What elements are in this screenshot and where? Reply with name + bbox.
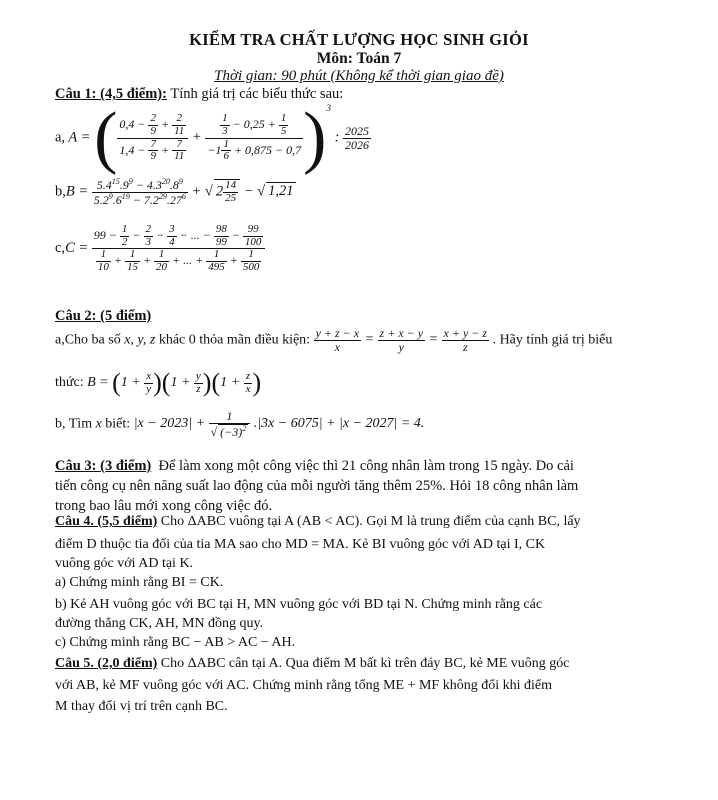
q2b-line: b, Tìm x biết: |x − 2023| + $\frac{1}{√ (-3)^2}$ .|3x − 6075| + |x − 2027| = 4. xyxy=(55,409,425,439)
q1-intro: Tính giá trị các biểu thức sau: xyxy=(170,86,344,102)
q2a-text2: khác 0 thỏa mãn điều kiện: xyxy=(158,332,311,348)
q2a-text: a,Cho ba số xyxy=(55,332,121,348)
q4-part-a: a) Chứng minh rằng BI = CK. xyxy=(55,575,224,590)
exam-duration: Thời gian: 90 phút (Không kể thời gian giao đề) xyxy=(214,68,504,84)
q4-part-b2: đường thẳng CK, AH, MN đồng quy. xyxy=(55,616,264,631)
q5-line1 xyxy=(55,656,570,672)
q4-text1: Cho ΔABC vuông tại A (AB < AC). Gọi M là trung điểm của cạnh BC, lấy xyxy=(160,514,581,529)
q4-part-c: c) Chứng minh rằng BC − AB > AC − AH. xyxy=(55,635,296,650)
q5-text1: Cho ΔABC cân tại A. Qua điểm M bất kì trên đáy BC, kẻ ME vuông góc xyxy=(160,656,570,671)
exam-title: KIỂM TRA CHẤT LƯỢNG HỌC SINH GIỎI xyxy=(189,30,529,49)
q1b-expression: b,B = $\frac{5.4^{15}.9^9 - 4.3^{20}.8^9}{5.2^9.6^{19} - 7.2^{29}.27^6}$ + √ 2 $\frac{14}{25}$ − √ 1,21 xyxy=(55,177,294,207)
q4-text2: điểm D thuộc tia đối của tia MA sao cho MD = MA. Kẻ BI vuông góc với AD tại I, CK xyxy=(55,537,546,552)
q2a-line2: thức: B = (1 + $\frac{x}{y}$ )(1 + $\frac{y}{z}$ )(1 + $\frac{z}{x}$ ) xyxy=(55,368,262,397)
q1c-expression: c,C = 99 − $\frac{1}{2}$ − $\frac{2}{3}$ − $\frac{3}{4}$ − ... − $\frac{98}{99}$ − $\frac{99}{100}$ $\frac{1}{10}$ + $\frac{1}{15}$ + $\frac{1}{20}$ + ... + $\frac{1}{495}$ + $\frac{1}{500}$ xyxy=(55,224,265,273)
q3-heading: Câu 3: (3 điểm) xyxy=(55,458,152,474)
q3-text3: trong bao lâu mới xong công việc đó. xyxy=(55,498,273,514)
q2a-line1: a,Cho ba số x, y, z khác 0 thỏa mãn điều kiện: $\frac{y + z - x}{x}$ = $\frac{z + x - y}{y}$ = $\frac{x + y - z}{z}$ . Hãy tính giá trị biểu xyxy=(55,326,613,354)
q2a-text3: . Hãy tính giá trị biểu xyxy=(492,332,613,348)
q2b-text: b, Tìm xyxy=(55,416,93,432)
q1-heading: Câu 1: (4,5 điểm): xyxy=(55,86,167,102)
q2-heading: Câu 2: (5 điểm) xyxy=(55,308,152,324)
q1c-label: c, xyxy=(55,239,66,256)
q4-part-b1: b) Kẻ AH vuông góc với BC tại H, MN vuông góc với BD tại N. Chứng minh rằng các xyxy=(55,597,543,612)
exam-subject: Môn: Toán 7 xyxy=(316,50,402,67)
q2b-text2: biết: xyxy=(105,416,131,432)
q1a-label: a, xyxy=(55,129,66,146)
q5-text3: M thay đổi vị trí trên cạnh BC. xyxy=(55,699,228,714)
q5-heading: Câu 5. (2,0 điểm) xyxy=(55,656,158,671)
q2a-text4: thức: xyxy=(55,375,84,391)
q4-text3: vuông góc với AD tại K. xyxy=(55,556,194,571)
q2b-var: x xyxy=(95,416,102,432)
q2a-vars: x, y, z xyxy=(124,332,156,348)
q4-heading: Câu 4. (5,5 điểm) xyxy=(55,514,158,529)
q3-text2: tiến công cụ nên năng suất lao động của mỗi người tăng thêm 25%. Hỏi 18 công nhân làm xyxy=(55,478,579,494)
q3-line1 xyxy=(55,456,574,476)
q4-line1 xyxy=(55,514,581,530)
q1b-label: b, xyxy=(55,183,66,200)
q5-text2: với AB, kẻ MF vuông góc với AC. Chứng minh rằng tổng ME + MF không đổi khi điểm xyxy=(55,678,552,693)
q3-text1: Để làm xong một công việc thì 21 công nhân làm trong 15 ngày. Do cải xyxy=(158,458,574,474)
q1a-expression: a, A = ( 0,4 − $\frac{2}{9}$ + $\frac{2}{11}$ 1,4 − $\frac{7}{9}$ + $\frac{7}{11}$ + $\frac{1}{3}$ − 0,25 + $\frac{1}{5}$ −1 $\frac{1}{6}$ + 0,875 − 0,7 )$^3$ : $\frac{2025}{2026}$ xyxy=(55,99,370,176)
